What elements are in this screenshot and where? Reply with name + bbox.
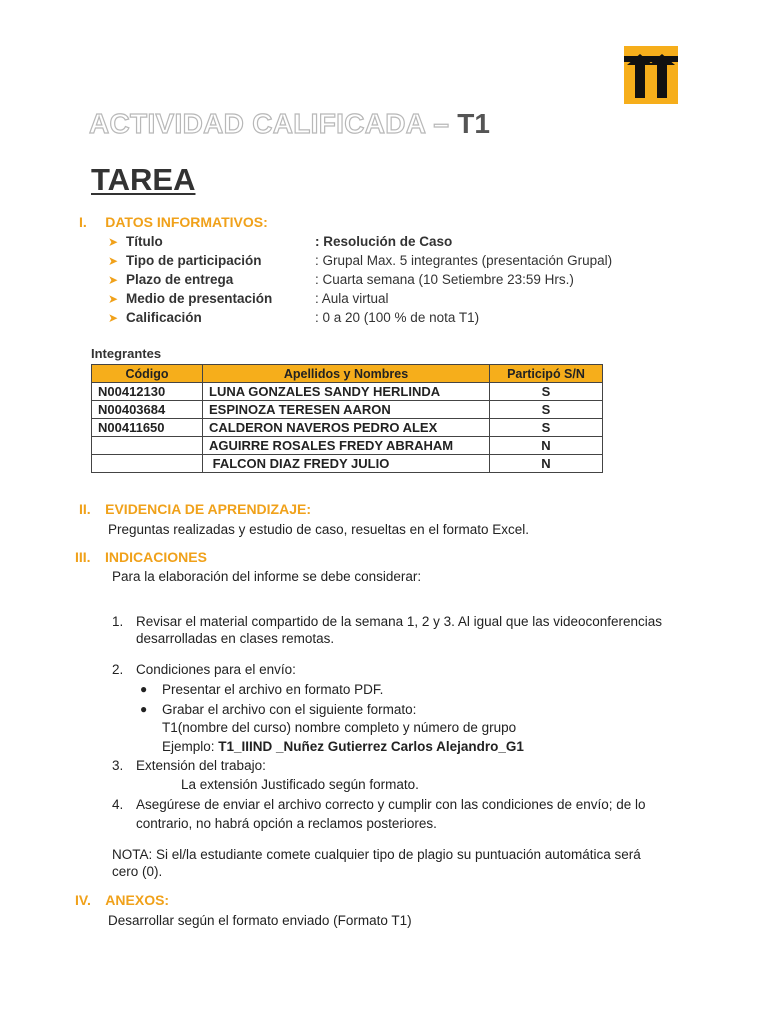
member-name: LUNA GONZALES SANDY HERLINDA	[203, 383, 490, 401]
arrow-bullet-icon: ➤	[108, 254, 119, 268]
info-row-plazo	[108, 272, 668, 291]
info-row-calificacion	[108, 310, 668, 329]
section-title: EVIDENCIA DE APRENDIZAJE:	[105, 501, 312, 517]
info-value: : Cuarta semana (10 Setiembre 23:59 Hrs.)	[315, 272, 574, 287]
section-anexos-heading	[75, 892, 169, 910]
member-participated: N	[490, 437, 603, 455]
member-code: N00412130	[92, 383, 203, 401]
nota-line-1: NOTA: Si el/la estudiante comete cualquier tipo de plagio su puntuación automática será	[112, 847, 641, 862]
section-evidencia-heading	[79, 501, 311, 519]
member-participated: S	[490, 419, 603, 437]
utp-logo	[624, 46, 678, 104]
table-row	[92, 383, 603, 401]
arrow-bullet-icon: ➤	[108, 273, 119, 287]
step-4-line-1: Asegúrese de enviar el archivo correcto y cumplir con las condiciones de envío; de lo	[136, 797, 646, 812]
example-label: Ejemplo:	[162, 739, 219, 754]
arrow-bullet-icon: ➤	[108, 311, 119, 325]
step-3-text: Extensión del trabajo:	[136, 758, 266, 773]
bullet-dot-icon: ●	[140, 702, 148, 716]
arrow-bullet-icon: ➤	[108, 235, 119, 249]
step-number: 2.	[112, 662, 124, 677]
evidencia-text: Preguntas realizadas y estudio de caso, resueltas en el formato Excel.	[108, 522, 529, 537]
member-name: ESPINOZA TERESEN AARON	[203, 401, 490, 419]
info-value: : Resolución de Caso	[315, 234, 453, 249]
section-title: INDICACIONES	[105, 549, 207, 565]
step-2-example	[162, 739, 524, 754]
example-value: T1_IIIND _Nuñez Gutierrez Carlos Alejandro_G1	[218, 739, 524, 754]
column-header: Apellidos y Nombres	[203, 365, 490, 383]
step-4-line-2: contrario, no habrá opción a reclamos posteriores.	[136, 816, 437, 831]
table-row	[92, 437, 603, 455]
member-name: CALDERON NAVEROS PEDRO ALEX	[203, 419, 490, 437]
step-1-line-2: desarrolladas en clases remotas.	[136, 631, 335, 646]
members-table	[91, 364, 603, 473]
table-row	[92, 401, 603, 419]
info-label: Título	[126, 234, 163, 249]
info-row-tipo	[108, 253, 668, 272]
info-label: Calificación	[126, 310, 202, 325]
anexos-text: Desarrollar según el formato enviado (Formato T1)	[108, 913, 412, 928]
info-value: : Grupal Max. 5 integrantes (presentación Grupal)	[315, 253, 613, 268]
nota-line-2: cero (0).	[112, 864, 163, 879]
member-participated: S	[490, 383, 603, 401]
step-2-bullet-1: Presentar el archivo en formato PDF.	[162, 682, 384, 697]
info-value: : 0 a 20 (100 % de nota T1)	[315, 310, 480, 325]
member-code	[92, 437, 203, 455]
member-participated: N	[490, 455, 603, 473]
table-header-row	[92, 365, 603, 383]
step-number: 1.	[112, 614, 124, 629]
info-label: Medio de presentación	[126, 291, 273, 306]
info-value: : Aula virtual	[315, 291, 389, 306]
section-number: IV.	[75, 892, 91, 908]
section-title: DATOS INFORMATIVOS:	[105, 214, 268, 230]
section-number: I.	[79, 214, 87, 230]
document-title	[89, 108, 490, 140]
section-number: II.	[79, 501, 91, 517]
section-title: ANEXOS:	[105, 892, 170, 908]
member-code: N00403684	[92, 401, 203, 419]
utp-arrows-logo-icon	[624, 46, 678, 104]
title-code: T1	[457, 108, 490, 139]
info-label: Tipo de participación	[126, 253, 262, 268]
step-number: 3.	[112, 758, 124, 773]
section-indicaciones-heading	[75, 549, 207, 567]
arrow-bullet-icon: ➤	[108, 292, 119, 306]
member-name: FALCON DIAZ FREDY JULIO	[203, 455, 490, 473]
member-code	[92, 455, 203, 473]
subtitle-tarea: TAREA	[91, 162, 196, 197]
members-heading: Integrantes	[91, 346, 162, 361]
member-name: AGUIRRE ROSALES FREDY ABRAHAM	[203, 437, 490, 455]
member-participated: S	[490, 401, 603, 419]
step-1-line-1: Revisar el material compartido de la semana 1, 2 y 3. Al igual que las videoconferencias	[136, 614, 663, 629]
step-2-bullet-2: Grabar el archivo con el siguiente formato:	[162, 702, 417, 717]
step-2-bullet-2-line-2: T1(nombre del curso) nombre completo y número de grupo	[162, 720, 517, 735]
info-row-medio	[108, 291, 668, 310]
info-label: Plazo de entrega	[126, 272, 234, 287]
member-code: N00411650	[92, 419, 203, 437]
column-header: Participó S/N	[490, 365, 603, 383]
table-row	[92, 419, 603, 437]
column-header: Código	[92, 365, 203, 383]
table-row	[92, 455, 603, 473]
step-2-text: Condiciones para el envío:	[136, 662, 296, 677]
info-row-titulo	[108, 234, 668, 253]
section-datos-heading	[79, 214, 268, 232]
title-outline-text: ACTIVIDAD CALIFICADA –	[89, 108, 450, 139]
indicaciones-intro: Para la elaboración del informe se debe considerar:	[112, 569, 422, 584]
step-number: 4.	[112, 797, 124, 812]
step-3-line-2: La extensión Justificado según formato.	[181, 777, 419, 792]
section-number: III.	[75, 549, 91, 565]
bullet-dot-icon: ●	[140, 682, 148, 696]
